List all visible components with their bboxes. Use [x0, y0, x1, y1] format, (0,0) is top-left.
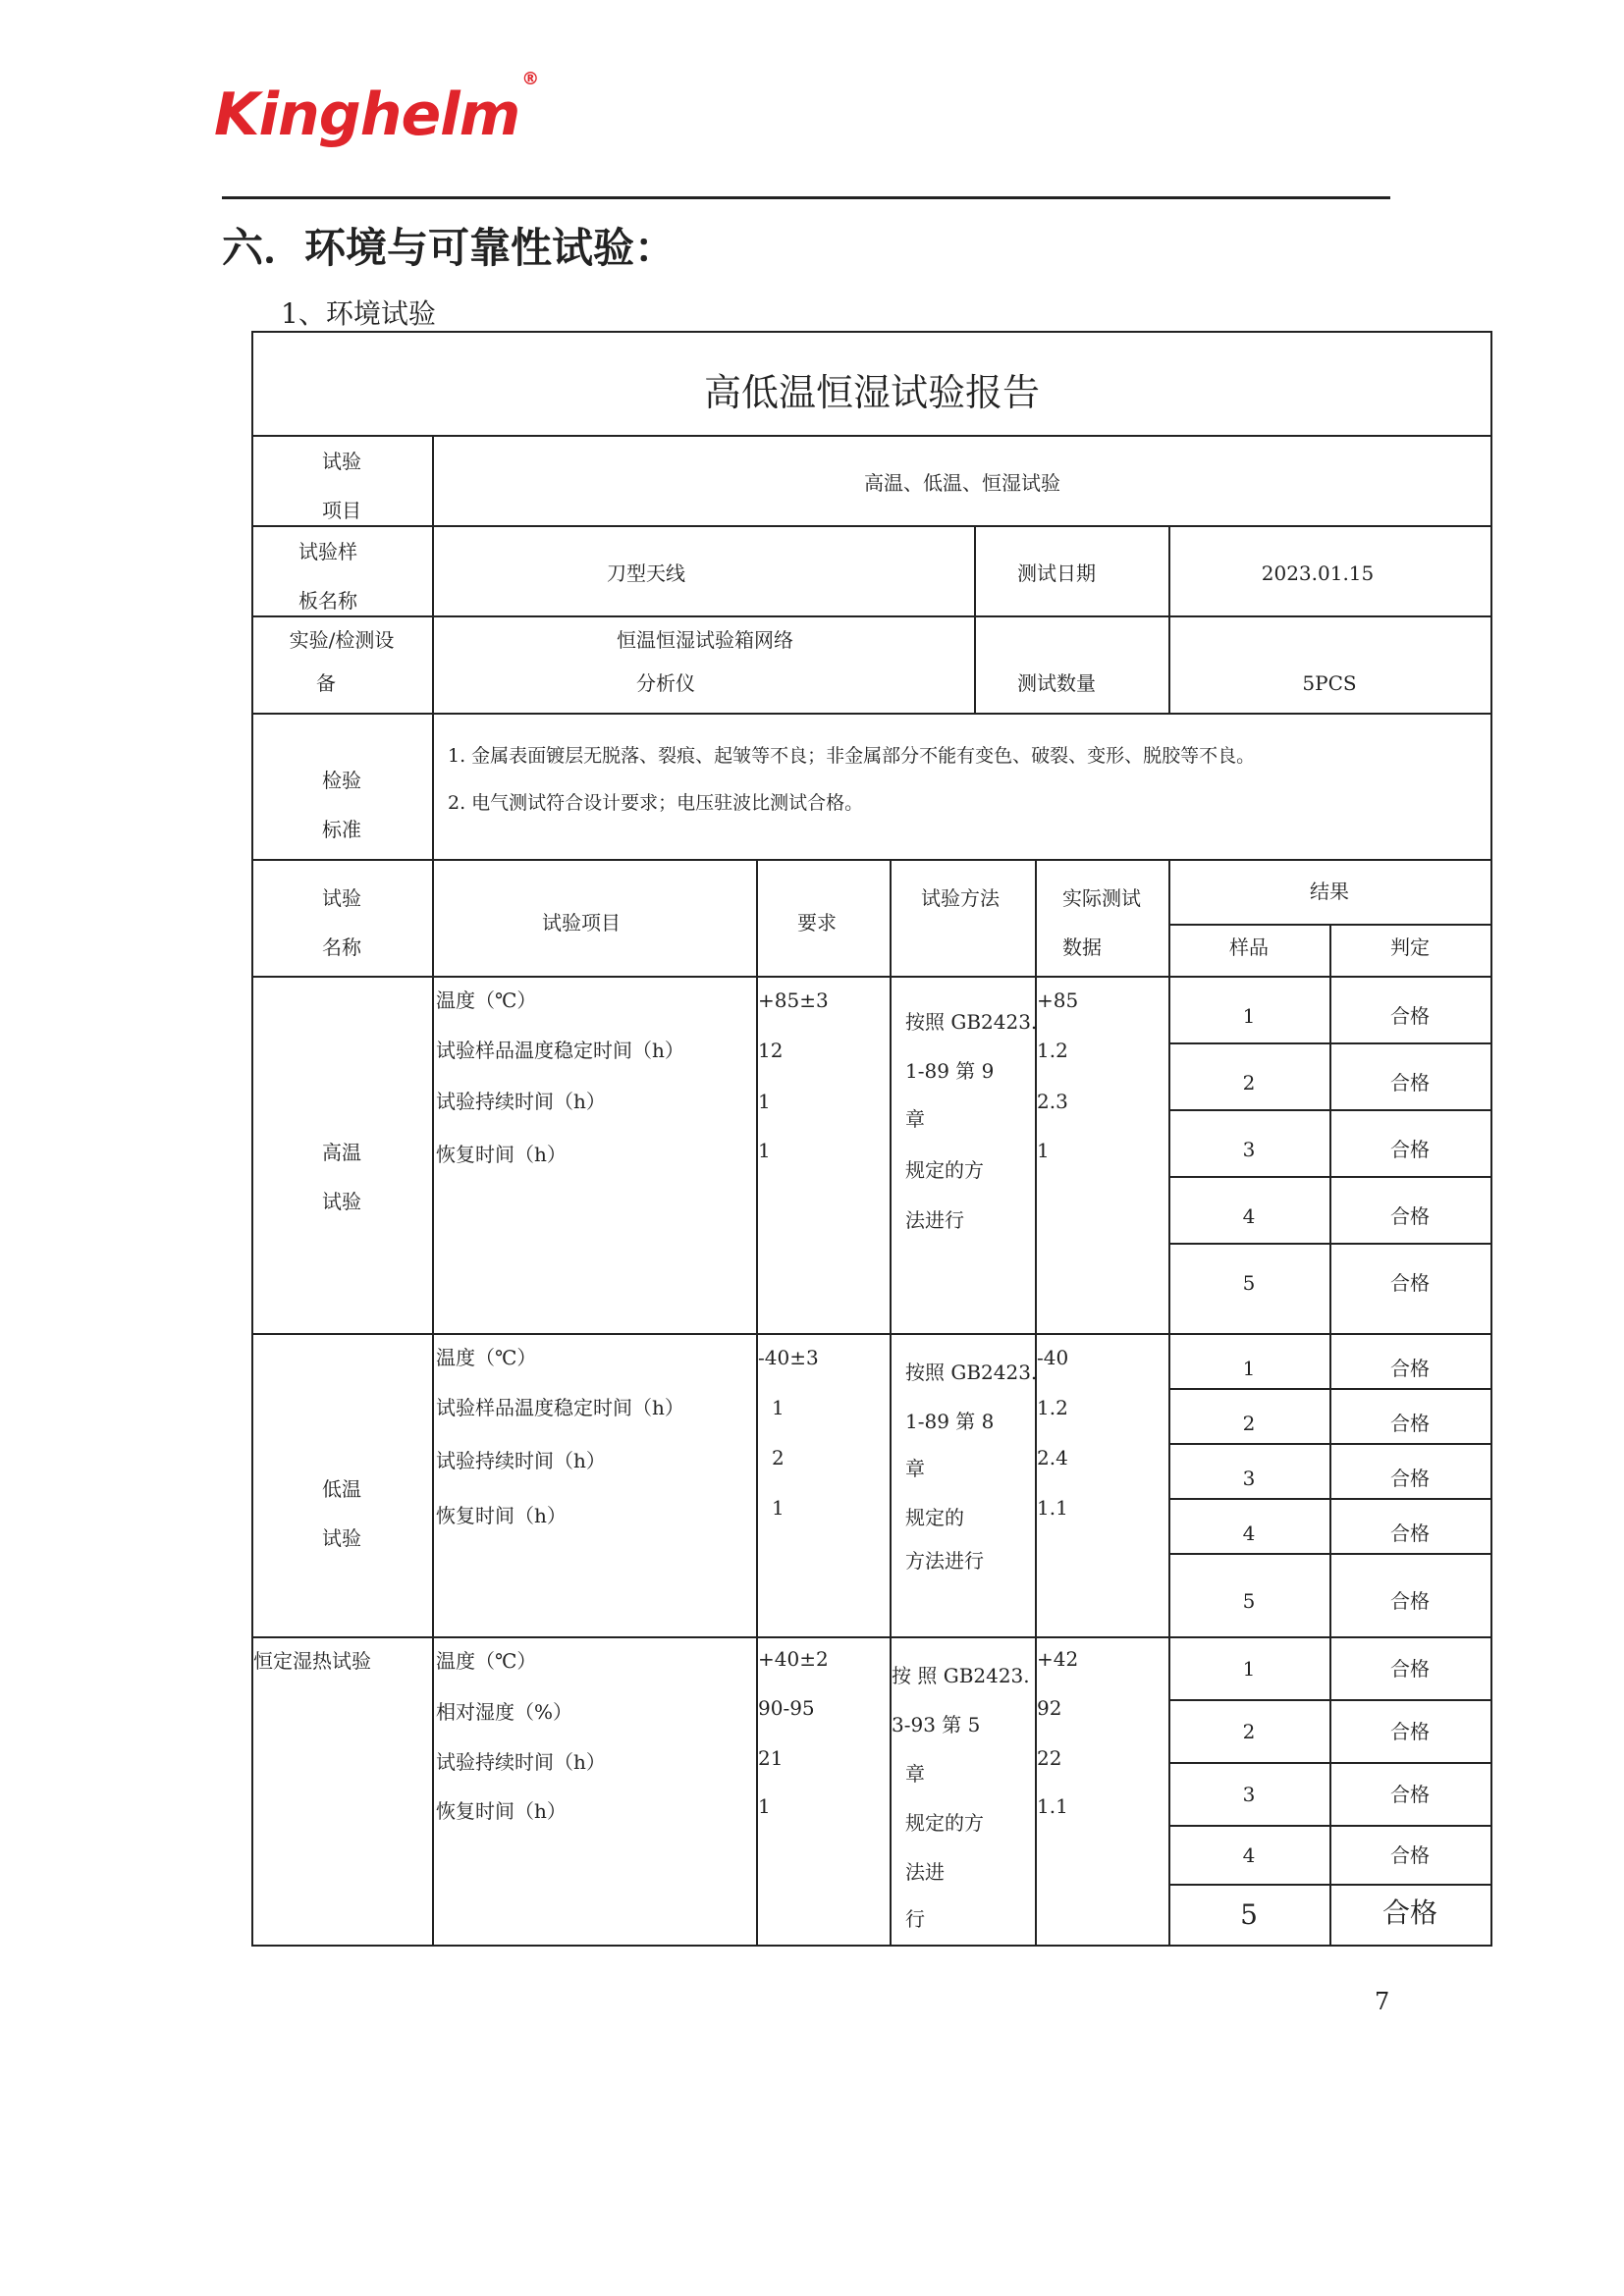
- col-method-header: 试验方法: [921, 886, 1000, 910]
- result-verdict: 合格: [1390, 1657, 1430, 1681]
- test-item: 恢复时间（h）: [436, 1504, 567, 1527]
- equipment-label: 备: [316, 671, 336, 695]
- requirement: +40±2: [758, 1647, 829, 1671]
- table-line: [251, 976, 1492, 978]
- sample-label: 板名称: [298, 589, 357, 613]
- method-line: 法进: [905, 1860, 945, 1884]
- result-sample: 4: [1242, 1522, 1256, 1545]
- method-line: 法进行: [905, 1208, 964, 1232]
- measured-data: +85: [1037, 988, 1079, 1012]
- method-line: 3-93 第 5: [892, 1713, 981, 1736]
- test-report-table: [251, 331, 1492, 1947]
- col-sample-header: 样品: [1229, 935, 1269, 959]
- test-item: 试验持续时间（h）: [436, 1090, 606, 1113]
- test-item: 试验样品温度稳定时间（h）: [436, 1039, 684, 1062]
- result-verdict: 合格: [1390, 1412, 1430, 1435]
- result-verdict: 合格: [1390, 1357, 1430, 1380]
- date-label: 测试日期: [1017, 561, 1096, 585]
- measured-data: 1.1: [1037, 1794, 1068, 1818]
- sample-label: 试验样: [298, 540, 357, 563]
- result-sample: 5: [1242, 1271, 1256, 1295]
- test-item-label: 试验: [322, 450, 361, 473]
- test-item: 温度（℃）: [436, 1649, 537, 1673]
- registered-mark: ®: [521, 69, 539, 89]
- table-line: [251, 435, 1492, 437]
- col-name-header: 名称: [322, 935, 361, 959]
- table-line: [1490, 331, 1492, 1947]
- method-line: 规定的: [905, 1506, 964, 1529]
- measured-data: +42: [1037, 1647, 1079, 1671]
- date-value: 2023.01.15: [1261, 561, 1375, 585]
- table-line: [251, 1333, 1492, 1335]
- method-line: 规定的方: [905, 1811, 984, 1835]
- quantity-label: 测试数量: [1017, 671, 1096, 695]
- table-line: [251, 615, 1492, 617]
- quantity-value: 5PCS: [1302, 671, 1357, 695]
- kinghelm-logo: [214, 69, 539, 149]
- method-line: 方法进行: [905, 1549, 984, 1573]
- table-line: [251, 331, 1492, 333]
- page-number: 7: [1375, 1988, 1390, 2015]
- standard-line: 2. 电气测试符合设计要求；电压驻波比测试合格。: [448, 792, 864, 814]
- requirement: +85±3: [758, 988, 829, 1012]
- table-line: [251, 713, 1492, 715]
- result-verdict: 合格: [1390, 1467, 1430, 1490]
- test-item: 温度（℃）: [436, 988, 537, 1012]
- requirement: 1: [772, 1496, 785, 1520]
- test-name: 高温: [322, 1141, 361, 1164]
- table-line: [756, 859, 758, 1947]
- subsection-title: 1、环境试验: [281, 297, 436, 330]
- measured-data: 1.2: [1037, 1039, 1068, 1062]
- table-line: [1168, 525, 1170, 713]
- table-line: [251, 1636, 1492, 1638]
- result-sample: 4: [1242, 1204, 1256, 1228]
- result-verdict: 合格: [1390, 1589, 1430, 1613]
- requirement: 12: [758, 1039, 784, 1062]
- table-line: [974, 525, 976, 713]
- result-sample: 1: [1242, 1004, 1256, 1028]
- test-name: 试验: [322, 1526, 361, 1550]
- table-line: [251, 859, 1492, 861]
- method-line: 1-89 第 8: [905, 1410, 995, 1433]
- result-verdict: 合格: [1390, 1138, 1430, 1161]
- col-item-header: 试验项目: [542, 911, 621, 934]
- result-verdict: 合格: [1390, 1720, 1430, 1743]
- requirement: 21: [758, 1746, 784, 1770]
- report-title: 高低温恒湿试验报告: [703, 371, 1041, 414]
- col-result-header: 结果: [1310, 880, 1349, 903]
- method-line: 章: [905, 1762, 925, 1786]
- result-verdict: 合格: [1390, 1271, 1430, 1295]
- result-sample: 2: [1242, 1720, 1256, 1743]
- table-line: [1168, 859, 1170, 1947]
- section-title: 六．环境与可靠性试验：: [222, 224, 677, 272]
- method-line: 章: [905, 1107, 925, 1131]
- measured-data: 1.2: [1037, 1396, 1068, 1419]
- table-line: [251, 331, 253, 1947]
- table-line: [251, 525, 1492, 527]
- equipment-value: 恒温恒湿试验箱网络: [617, 628, 793, 652]
- measured-data: -40: [1037, 1346, 1069, 1369]
- col-name-header: 试验: [322, 886, 361, 910]
- test-item: 试验样品温度稳定时间（h）: [436, 1396, 684, 1419]
- test-item-label: 项目: [322, 499, 361, 522]
- result-sample: 1: [1242, 1357, 1256, 1380]
- equipment-label: 实验/检测设: [289, 628, 395, 652]
- measured-data: 2.4: [1037, 1446, 1068, 1469]
- test-item-value: 高温、低温、恒湿试验: [864, 471, 1060, 495]
- test-item: 试验持续时间（h）: [436, 1750, 606, 1774]
- test-item: 试验持续时间（h）: [436, 1449, 606, 1472]
- test-item: 恢复时间（h）: [436, 1799, 567, 1823]
- requirement: 1: [758, 1794, 771, 1818]
- table-line: [890, 859, 892, 1947]
- standard-label: 检验: [322, 769, 361, 792]
- col-data-header: 实际测试: [1062, 886, 1141, 910]
- method-line: 按 照 GB2423.: [892, 1664, 1030, 1687]
- requirement: 1: [758, 1139, 771, 1162]
- header-rule: [222, 196, 1390, 199]
- test-name: 恒定湿热试验: [253, 1649, 371, 1673]
- equipment-value: 分析仪: [636, 671, 695, 695]
- method-line: 1-89 第 9: [905, 1059, 995, 1083]
- measured-data: 22: [1037, 1746, 1062, 1770]
- requirement: -40±3: [758, 1346, 819, 1369]
- result-sample: 4: [1242, 1843, 1256, 1867]
- requirement: 2: [772, 1446, 785, 1469]
- result-sample: 5: [1240, 1898, 1258, 1931]
- result-verdict: 合格: [1390, 1204, 1430, 1228]
- result-sample: 2: [1242, 1071, 1256, 1095]
- method-line: 章: [905, 1457, 925, 1480]
- measured-data: 2.3: [1037, 1090, 1068, 1113]
- result-verdict: 合格: [1390, 1783, 1430, 1806]
- result-verdict: 合格: [1381, 1896, 1438, 1929]
- test-name: 低温: [322, 1477, 361, 1501]
- test-item: 相对湿度（%）: [436, 1700, 573, 1724]
- result-sample: 3: [1242, 1138, 1256, 1161]
- method-line: 行: [905, 1907, 925, 1931]
- test-item: 恢复时间（h）: [436, 1143, 567, 1166]
- result-sample: 1: [1242, 1657, 1256, 1681]
- table-line: [1329, 924, 1331, 1947]
- table-line: [432, 435, 434, 1947]
- method-line: 规定的方: [905, 1158, 984, 1182]
- table-line: [251, 1945, 1492, 1947]
- result-verdict: 合格: [1390, 1522, 1430, 1545]
- col-data-header: 数据: [1062, 935, 1102, 959]
- requirement: 1: [772, 1396, 785, 1419]
- test-item: 温度（℃）: [436, 1346, 537, 1369]
- result-verdict: 合格: [1390, 1071, 1430, 1095]
- method-line: 按照 GB2423.: [905, 1361, 1038, 1384]
- result-sample: 5: [1242, 1589, 1256, 1613]
- sample-value: 刀型天线: [607, 561, 685, 585]
- result-verdict: 合格: [1390, 1004, 1430, 1028]
- standard-line: 1. 金属表面镀层无脱落、裂痕、起皱等不良；非金属部分不能有变色、破裂、变形、脱胶等不良。: [448, 745, 1256, 767]
- col-req-header: 要求: [797, 911, 837, 934]
- measured-data: 1: [1037, 1139, 1050, 1162]
- result-sample: 3: [1242, 1783, 1256, 1806]
- standard-label: 标准: [322, 818, 361, 841]
- logo-text: Kinghelm: [214, 80, 520, 149]
- requirement: 1: [758, 1090, 771, 1113]
- result-verdict: 合格: [1390, 1843, 1430, 1867]
- method-line: 按照 GB2423.: [905, 1010, 1038, 1034]
- test-name: 试验: [322, 1190, 361, 1213]
- measured-data: 1.1: [1037, 1496, 1068, 1520]
- measured-data: 92: [1037, 1696, 1062, 1720]
- requirement: 90-95: [758, 1696, 815, 1720]
- result-sample: 2: [1242, 1412, 1256, 1435]
- col-verdict-header: 判定: [1390, 935, 1430, 959]
- result-sample: 3: [1242, 1467, 1256, 1490]
